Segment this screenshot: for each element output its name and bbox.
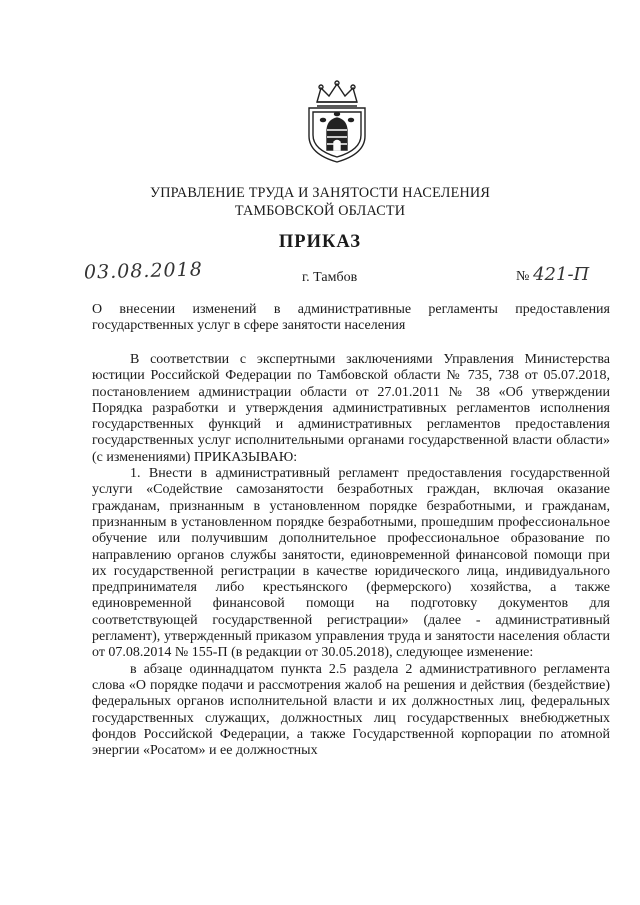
document-body (92, 352, 610, 759)
number-sign: № (516, 269, 530, 284)
organization-line-1: УПРАВЛЕНИЕ ТРУДА И ЗАНЯТОСТИ НАСЕЛЕНИЯ (149, 185, 491, 201)
document-type: ПРИКАЗ (278, 232, 362, 252)
document-city: г. Тамбов (302, 270, 358, 285)
body-paragraph: в абзаце одиннадцатом пункта 2.5 раздела 2 административного регламента слова «О порядке подачи и рассмотрения жалоб на решения и действия (бездействие) федеральных органов исполнительной власти и их должностных лиц, федеральных государственных служащих, должностных лиц государственных внебюджетных фондов Российской Федерации, а также Государственной корпорации по атомной энергии «Росатом» и ее должностных (92, 661, 610, 759)
document-subject: О внесении изменений в административные регламенты предоставления государственных услуг в сфере занятости населения (92, 302, 610, 333)
coat-of-arms-icon (303, 80, 371, 164)
organization-name (0, 184, 640, 220)
document-number (516, 264, 589, 285)
document-date: 03.08.2018 (83, 258, 204, 284)
body-paragraph: В соответствии с экспертными заключениями Управления Министерства юстиции Российской Федерации по Тамбовской области № 735, 738 от 05.07.2018, постановлением администрации области от 27.01.2011 № 38 «Об утверждении Порядка разработки и утверждения административных регламентов исполнения государственных функций и административных регламентов предоставления государственных услуг исполнительными органами государственной власти области» (с изменениями) ПРИКАЗЫВАЮ: (92, 352, 610, 465)
organization-line-2: ТАМБОВСКОЙ ОБЛАСТИ (234, 203, 406, 219)
number-value: 421-П (533, 264, 590, 285)
body-paragraph: 1. Внести в административный регламент предоставления государственной услуги «Содействие самозанятости безработных граждан, включая оказание гражданам, признанным в установленном порядке безработными, и гражданам, признанным в установленном порядке безработными, прошедшим профессиональное обучение или получившим дополнительное профессиональное образование по направлению органов службы занятости, единовременной финансовой помощи при их государственной регистрации в качестве юридического лица, индивидуального предпринимателя либо крестьянского (фермерского) хозяйства, а также единовременной финансовой помощи на подготовку документов для соответствующей государственной регистрации» (далее - административный регламент), утвержденный приказом управления труда и занятости населения области от 07.08.2014 № 155-П (в редакции от 30.05.2018), следующее изменение: (92, 466, 610, 661)
